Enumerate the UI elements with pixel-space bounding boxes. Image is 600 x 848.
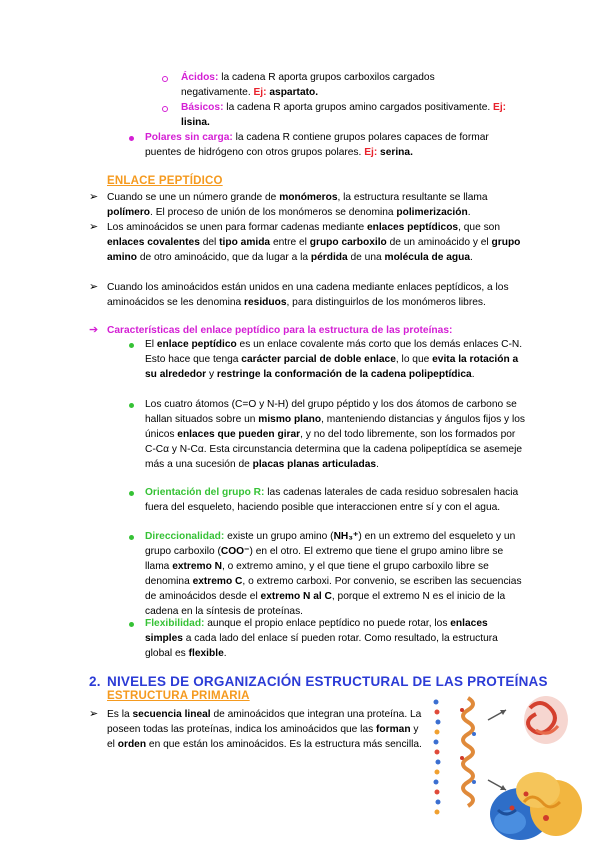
tertiary-structure-icon — [524, 696, 568, 744]
caracteristica-orientacion: Orientación del grupo R: las cadenas laterales de cada residuo sobresalen hacia fuera del esqueleto, haciendo posible que interaccionen entre sí y con el agua. — [145, 487, 519, 513]
caracteristica-flexibilidad: Flexibilidad: aunque el propio enlace peptídico no puede rotar, los enlaces simples a cada lado del enlace sí pueden rotar. Como resultado, la estructura global es flexible. — [145, 618, 498, 659]
paragraph-estructura-primaria: Es la secuencia lineal de aminoácidos que integran una proteína. La poseen todas las proteínas, indica los aminoácidos que las forman y el orden en que están los aminoácidos. Es la estructura más sencilla. — [107, 709, 422, 750]
dot-bullet-icon — [129, 403, 134, 408]
basicos-item: Básicos: la cadena R aporta grupos amino cargados positivamente. Ej: lisina. — [181, 102, 507, 128]
arrow-bullet-icon: ➢ — [89, 221, 99, 233]
dot-bullet-icon — [129, 622, 134, 627]
polares-item: Polares sin carga: la cadena R contiene grupos polares capaces de formar puentes de hidrógeno con otros grupos polares. Ej: serina. — [145, 132, 489, 158]
paragraph-monomeros: Cuando se une un número grande de monómeros, la estructura resultante se llama polímero. El proceso de unión de los monómeros se denomina polimerización. — [107, 192, 488, 218]
protein-structure-illustration — [428, 690, 584, 842]
dot-bullet-icon — [129, 535, 134, 540]
arrow-bullet-icon: ➢ — [89, 281, 99, 293]
dot-bullet-icon — [129, 491, 134, 496]
dot-bullet-icon — [129, 343, 134, 348]
paragraph-enlaces: Los aminoácidos se unen para formar cadenas mediante enlaces peptídicos, que son enlaces covalentes del tipo amida entre el grupo carboxilo de un aminoácido y el grupo amino de otro aminoácido, que da lugar a la pérdida de una molécula de agua. — [107, 222, 521, 263]
arrow-bullet-icon: ➢ — [89, 191, 99, 203]
caracteristica-mismo-plano: Los cuatro átomos (C=O y N-H) del grupo péptido y los dos átomos de carbono se hallan situados sobre un mismo plano, manteniendo distancias y ángulos fijos y los únicos enlaces que pueden girar, y no del todo libremente, son los formados por C-Cα y N-Cα. Esta circunstancia determina que la cadena polipeptídica se asemeje más a una sucesión de placas planas articuladas. — [145, 399, 525, 470]
circle-bullet-icon — [162, 106, 168, 112]
caracteristica-enlace-corto: El enlace peptídico es un enlace covalente más corto que los demás enlaces C-N. Esto hace que tenga carácter parcial de doble enlace, lo que evita la rotación a su alrededor y restringe la conformación de la cadena polipeptídica. — [145, 339, 523, 380]
magenta-arrow-icon: ➔ — [89, 324, 99, 336]
arrow-bullet-icon: ➢ — [89, 708, 99, 720]
section-number: 2. — [89, 674, 101, 689]
pink-dot-icon — [129, 136, 134, 141]
enlace-peptidico-heading: ENLACE PEPTÍDICO — [107, 175, 223, 187]
caracteristicas-heading: Características del enlace peptídico para la estructura de las proteínas: — [107, 325, 453, 336]
circle-bullet-icon — [162, 76, 168, 82]
acidos-item: Ácidos: la cadena R aporta grupos carboxilos cargados negativamente. Ej: aspartato. — [181, 72, 435, 98]
section-title: NIVELES DE ORGANIZACIÓN ESTRUCTURAL DE LAS PROTEÍNAS — [107, 674, 548, 689]
paragraph-residuos: Cuando los aminoácidos están unidos en una cadena mediante enlaces peptídicos, a los aminoácidos se les denomina residuos, para distinguirlos de los monómeros libres. — [107, 282, 509, 308]
estructura-primaria-heading: ESTRUCTURA PRIMARIA — [107, 690, 250, 702]
caracteristica-direccionalidad: Direccionalidad: existe un grupo amino (NH₃⁺) en un extremo del esqueleto y un grupo carboxilo (COO⁻) en el otro. El extremo que tiene el grupo amino libre se llama extremo N, o extremo amino, y el que tiene el grupo carboxilo libre se denomina extremo C, o extremo carboxi. Por convenio, se escriben las secuencias de aminoácidos desde el extremo N al C, porque el extremo N es el inicio de la cadena en la síntesis de proteínas. — [145, 531, 522, 617]
